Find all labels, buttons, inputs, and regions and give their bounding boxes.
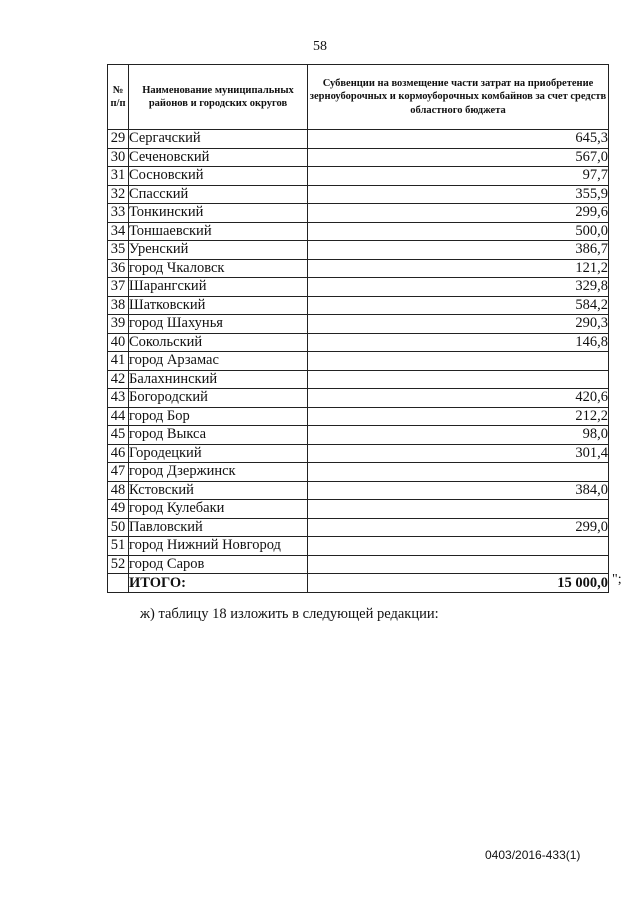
row-number: 31 <box>108 167 129 186</box>
row-number: 44 <box>108 407 129 426</box>
district-name: Сосновский <box>129 167 308 186</box>
row-number: 41 <box>108 352 129 371</box>
subsidy-value: 146,8 <box>308 333 609 352</box>
subsidy-value: 212,2 <box>308 407 609 426</box>
table-row <box>108 555 609 574</box>
district-name: Тоншаевский <box>129 222 308 241</box>
table-row <box>108 222 609 241</box>
district-name: город Нижний Новгород <box>129 537 308 556</box>
table-row <box>108 370 609 389</box>
subsidy-value <box>308 537 609 556</box>
subsidy-value: 98,0 <box>308 426 609 445</box>
subsidy-value: 290,3 <box>308 315 609 334</box>
subsidy-value: 584,2 <box>308 296 609 315</box>
total-value: 15 000,0 <box>308 574 609 593</box>
row-number: 49 <box>108 500 129 519</box>
district-name: Шарангский <box>129 278 308 297</box>
table-row <box>108 259 609 278</box>
row-number: 42 <box>108 370 129 389</box>
table-row <box>108 148 609 167</box>
row-number: 30 <box>108 148 129 167</box>
subsidy-value <box>308 463 609 482</box>
subsidy-value <box>308 500 609 519</box>
row-number: 45 <box>108 426 129 445</box>
table-row <box>108 185 609 204</box>
district-name: Уренский <box>129 241 308 260</box>
district-name: город Саров <box>129 555 308 574</box>
row-number: 37 <box>108 278 129 297</box>
district-name: город Чкаловск <box>129 259 308 278</box>
row-number: 46 <box>108 444 129 463</box>
table-row <box>108 500 609 519</box>
district-name: Шатковский <box>129 296 308 315</box>
table-row <box>108 130 609 149</box>
table-row <box>108 241 609 260</box>
subsidy-value: 301,4 <box>308 444 609 463</box>
header-name: Наименование муниципальных районов и городских округов <box>129 65 308 130</box>
subsidy-value: 121,2 <box>308 259 609 278</box>
row-number: 34 <box>108 222 129 241</box>
table-row <box>108 278 609 297</box>
row-number: 52 <box>108 555 129 574</box>
district-name: Сокольский <box>129 333 308 352</box>
table-row <box>108 481 609 500</box>
table-row <box>108 296 609 315</box>
district-name: Богородский <box>129 389 308 408</box>
table-row <box>108 537 609 556</box>
table-row <box>108 204 609 223</box>
subsidy-value <box>308 555 609 574</box>
row-number: 35 <box>108 241 129 260</box>
table-row <box>108 352 609 371</box>
page-number: 58 <box>313 39 327 54</box>
subsidy-value: 645,3 <box>308 130 609 149</box>
row-number: 38 <box>108 296 129 315</box>
district-name: Тонкинский <box>129 204 308 223</box>
row-number: 39 <box>108 315 129 334</box>
row-number: 47 <box>108 463 129 482</box>
subsidy-value: 386,7 <box>308 241 609 260</box>
district-name: Спасский <box>129 185 308 204</box>
subsidy-value <box>308 352 609 371</box>
district-name: Сергачский <box>129 130 308 149</box>
subsidy-value: 355,9 <box>308 185 609 204</box>
subsidy-value: 97,7 <box>308 167 609 186</box>
district-name: город Кулебаки <box>129 500 308 519</box>
subsidy-value: 500,0 <box>308 222 609 241</box>
row-number: 40 <box>108 333 129 352</box>
subsidy-value: 299,0 <box>308 518 609 537</box>
table-header-row <box>108 65 609 130</box>
table-body <box>108 130 609 574</box>
table-row <box>108 315 609 334</box>
total-label: ИТОГО: <box>129 574 308 593</box>
table-row <box>108 463 609 482</box>
row-number: 51 <box>108 537 129 556</box>
district-name: Павловский <box>129 518 308 537</box>
district-name: Сеченовский <box>129 148 308 167</box>
row-number: 29 <box>108 130 129 149</box>
subsidy-value: 329,8 <box>308 278 609 297</box>
subsidy-value <box>308 370 609 389</box>
total-num-cell <box>108 574 129 593</box>
row-number: 50 <box>108 518 129 537</box>
table-row <box>108 426 609 445</box>
table-row <box>108 518 609 537</box>
district-name: город Бор <box>129 407 308 426</box>
district-name: город Арзамас <box>129 352 308 371</box>
row-number: 33 <box>108 204 129 223</box>
table-row <box>108 167 609 186</box>
table-row <box>108 389 609 408</box>
row-number: 48 <box>108 481 129 500</box>
row-number: 32 <box>108 185 129 204</box>
row-number: 43 <box>108 389 129 408</box>
subsidy-value: 420,6 <box>308 389 609 408</box>
subsidy-table <box>107 64 609 593</box>
subsidy-value: 567,0 <box>308 148 609 167</box>
closing-mark: "; <box>612 572 622 587</box>
district-name: Балахнинский <box>129 370 308 389</box>
subsidy-value: 384,0 <box>308 481 609 500</box>
subsidy-value: 299,6 <box>308 204 609 223</box>
header-value: Субвенции на возмещение части затрат на приобретение зерноуборочных и кормоуборочных комбайнов за счет средств областного бюджета <box>308 65 609 130</box>
instruction-text: ж) таблицу 18 изложить в следующей редакции: <box>140 606 439 622</box>
table-row <box>108 333 609 352</box>
district-name: город Дзержинск <box>129 463 308 482</box>
district-name: город Шахунья <box>129 315 308 334</box>
total-row <box>108 574 609 593</box>
district-name: Городецкий <box>129 444 308 463</box>
district-name: город Выкса <box>129 426 308 445</box>
header-num: № п/п <box>108 65 129 130</box>
district-name: Кстовский <box>129 481 308 500</box>
table-row <box>108 444 609 463</box>
row-number: 36 <box>108 259 129 278</box>
document-code: 0403/2016-433(1) <box>485 848 581 862</box>
table-row <box>108 407 609 426</box>
